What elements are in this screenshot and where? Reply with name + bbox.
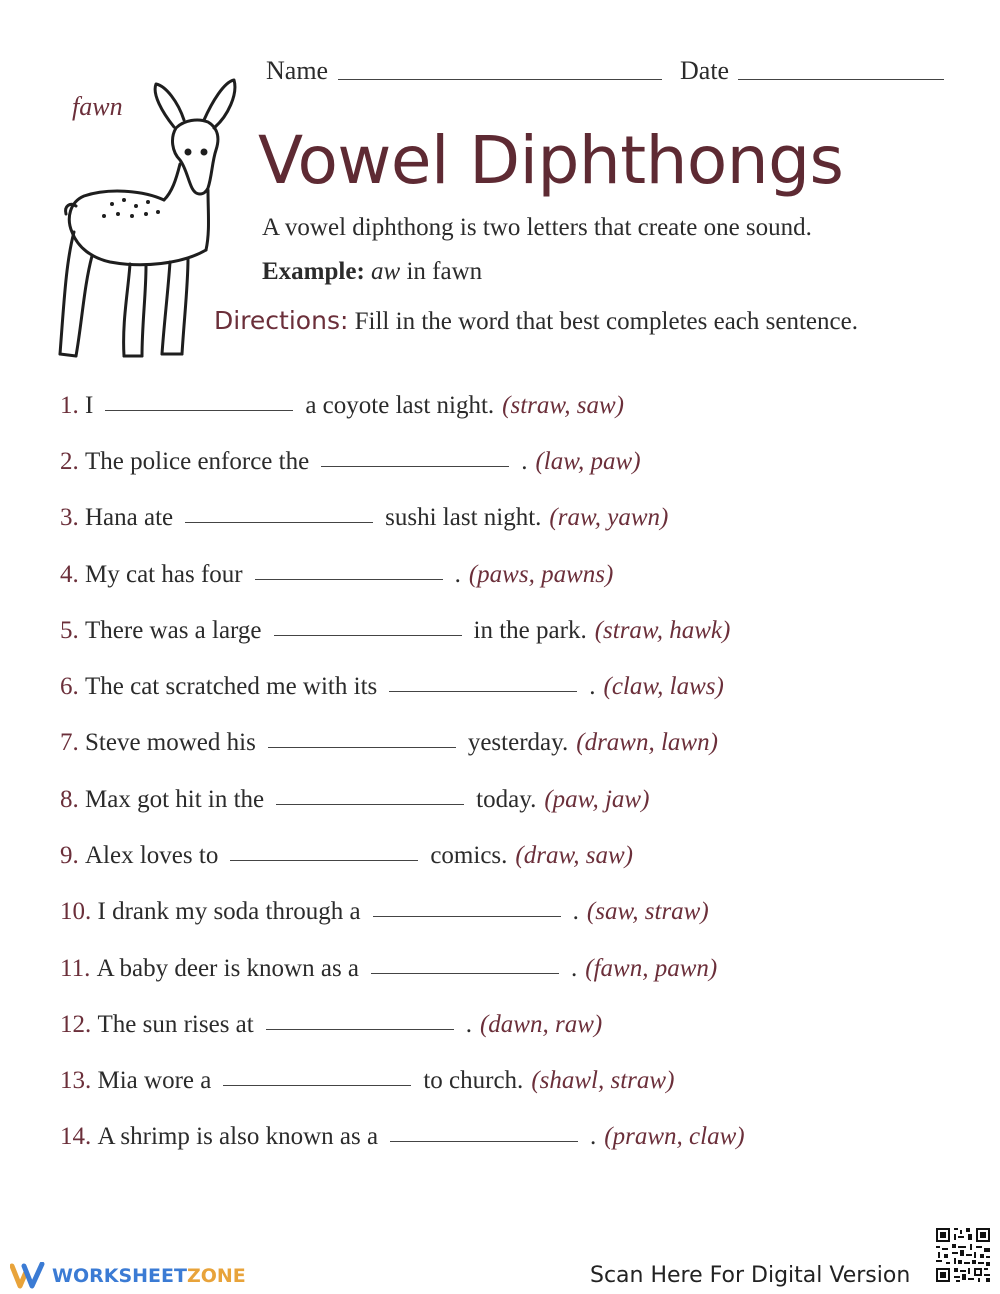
question-text-after: . [454,561,461,588]
worksheet-title: Vowel Diphthongs [258,122,844,199]
question-number: 4. [60,561,79,588]
answer-options: (dawn, raw) [479,1011,603,1038]
question-row [60,448,641,476]
answer-options: (paws, pawns) [468,561,614,588]
question-text-after: a coyote last night. [305,392,495,419]
answer-blank[interactable] [223,1084,411,1086]
brand-logo [10,1262,246,1290]
question-text-after: . [521,448,528,475]
question-text-before: There was a large [85,617,262,644]
question-text-after: comics. [430,842,508,869]
question-row [60,1067,674,1095]
brand-name-part2: ZONE [186,1265,246,1287]
question-text-after: yesterday. [467,729,569,756]
question-text-after: today. [476,786,537,813]
example-rest: in fawn [406,258,483,285]
brand-name [52,1265,246,1287]
answer-blank[interactable] [185,521,373,523]
name-field[interactable] [338,79,662,80]
answer-blank[interactable] [389,690,577,692]
question-number: 2. [60,448,79,475]
answer-blank[interactable] [105,409,293,411]
example-word: aw [371,258,401,285]
question-text-before: Steve mowed his [85,729,256,756]
description: A vowel diphthong is two letters that create one sound. [262,214,812,241]
answer-blank[interactable] [371,972,559,974]
answer-blank[interactable] [255,578,443,580]
question-row [60,955,717,983]
question-number: 8. [60,786,79,813]
name-label: Name [266,56,329,85]
directions-label: Directions: [214,306,349,335]
answer-options: (claw, laws) [603,673,724,700]
answer-options: (saw, straw) [586,898,709,925]
answer-blank[interactable] [276,803,464,805]
scan-instruction: Scan Here For Digital Version [590,1263,911,1288]
question-row [60,561,613,589]
answer-blank[interactable] [230,859,418,861]
question-row [60,1123,745,1151]
question-row [60,786,649,814]
question-text-after: . [571,955,578,982]
answer-options: (raw, yawn) [549,504,669,531]
question-text-after: in the park. [473,617,587,644]
question-text-after: . [589,673,596,700]
example-label: Example: [262,258,365,285]
question-text-before: The police enforce the [85,448,310,475]
question-number: 3. [60,504,79,531]
directions [214,306,858,336]
question-row [60,729,718,757]
question-number: 12. [60,1011,92,1038]
question-text-after: to church. [423,1067,524,1094]
question-number: 1. [60,392,79,419]
question-row [60,898,709,926]
directions-text: Fill in the word that best completes each sentence. [354,308,858,335]
question-text-before: Mia wore a [97,1067,212,1094]
answer-blank[interactable] [274,634,462,636]
question-text-after: sushi last night. [385,504,542,531]
image-caption: fawn [72,92,123,121]
date-field[interactable] [738,79,944,80]
question-number: 6. [60,673,79,700]
answer-blank[interactable] [266,1028,454,1030]
answer-options: (paw, jaw) [544,786,650,813]
question-text-before: A baby deer is known as a [96,955,360,982]
question-number: 5. [60,617,79,644]
answer-options: (draw, saw) [515,842,634,869]
brand-name-part1: WORKSHEET [52,1265,187,1287]
question-number: 13. [60,1067,92,1094]
question-text-before: Max got hit in the [85,786,265,813]
question-number: 7. [60,729,79,756]
answer-options: (straw, saw) [502,392,624,419]
question-text-after: . [590,1123,597,1150]
question-text-before: The cat scratched me with its [85,673,378,700]
question-number: 10. [60,898,92,925]
question-text-before: The sun rises at [97,1011,254,1038]
question-text-after: . [572,898,579,925]
answer-options: (drawn, lawn) [576,729,718,756]
question-text-before: I drank my soda through a [97,898,361,925]
answer-options: (shawl, straw) [531,1067,675,1094]
question-row [60,673,724,701]
question-row [60,842,633,870]
question-row [60,617,730,645]
answer-blank[interactable] [321,465,509,467]
brand-w-icon [10,1262,46,1290]
question-row [60,504,668,532]
question-text-before: I [85,392,94,419]
qr-code-icon[interactable] [934,1226,992,1284]
question-number: 9. [60,842,79,869]
question-text-before: Hana ate [85,504,174,531]
answer-blank[interactable] [373,915,561,917]
answer-options: (straw, hawk) [594,617,731,644]
date-label: Date [680,56,730,85]
answer-options: (prawn, claw) [604,1123,745,1150]
example-line [262,258,482,286]
question-row [60,1011,602,1039]
question-text-before: A shrimp is also known as a [97,1123,379,1150]
question-text-before: My cat has four [85,561,243,588]
question-text-after: . [465,1011,472,1038]
answer-options: (law, paw) [535,448,641,475]
answer-options: (fawn, pawn) [585,955,718,982]
answer-blank[interactable] [390,1140,578,1142]
answer-blank[interactable] [268,746,456,748]
question-number: 11. [60,955,91,982]
question-text-before: Alex loves to [85,842,219,869]
question-row [60,392,624,420]
question-number: 14. [60,1123,92,1150]
